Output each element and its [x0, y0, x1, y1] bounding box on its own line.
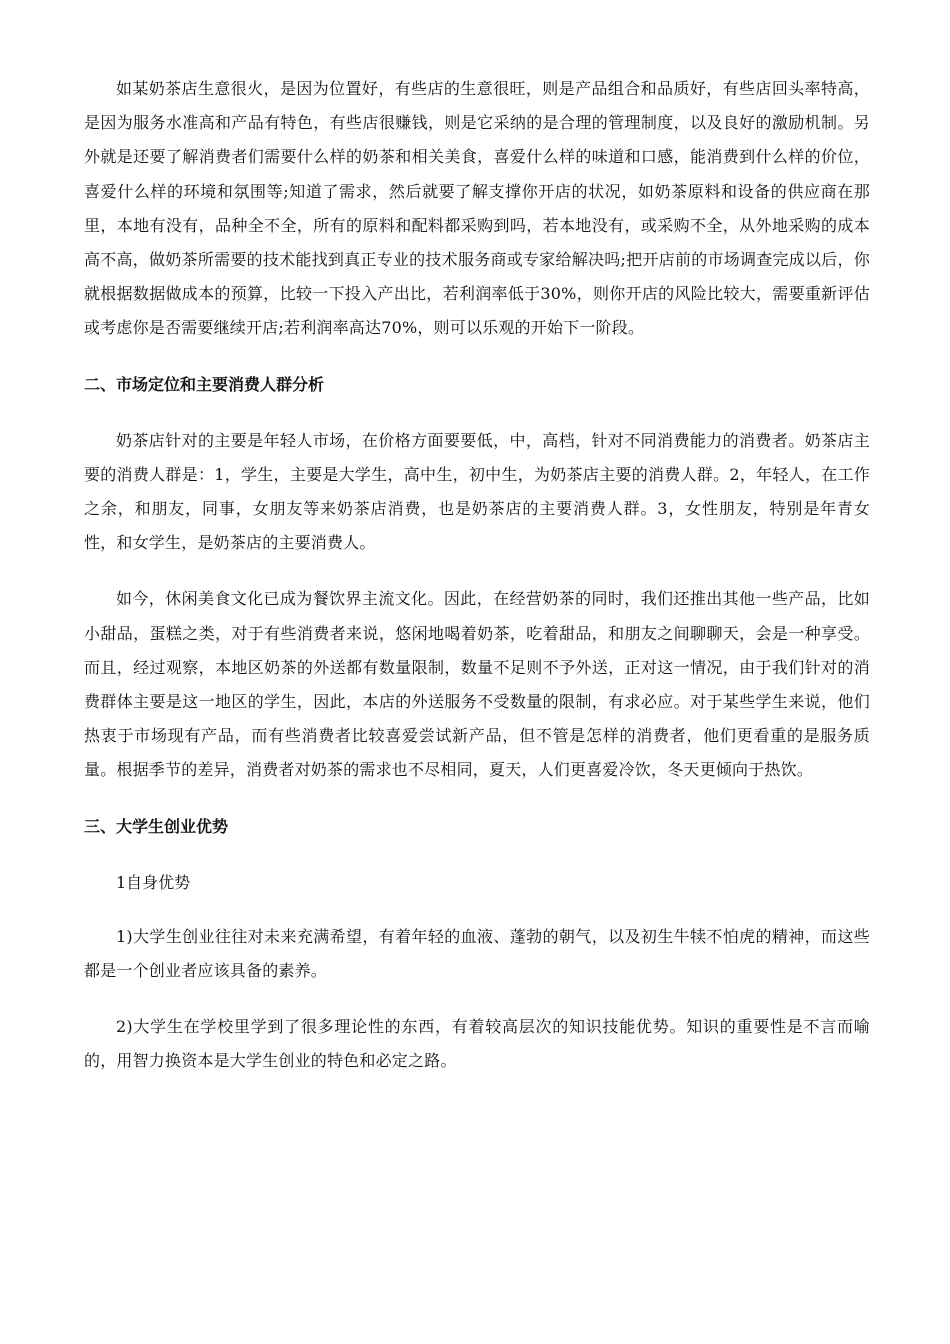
subheading-self-advantages: 1自身优势	[116, 872, 191, 892]
section-heading-market-positioning: 二、市场定位和主要消费人群分析	[84, 374, 325, 394]
paragraph-advantage-1: 1)大学生创业往往对未来充满希望，有着年轻的血液、蓬勃的朝气，以及初生牛犊不怕虎的精神，而这些都是一个创业者应该具备的素养。	[84, 926, 870, 980]
paragraph-leisure-food-culture: 如今，休闲美食文化已成为餐饮界主流文化。因此，在经营奶茶的同时，我们还推出其他一些产品，比如小甜品，蛋糕之类，对于有些消费者来说，悠闲地喝着奶茶，吃着甜品，和朋友之间聊聊天，会是一种享受。而且，经过观察，本地区奶茶的外送都有数量限制，数量不足则不予外送，正对这一情况，由于我们针对的消费群体主要是这一地区的学生，因此，本店的外送服务不受数量的限制，有求必应。对于某些学生来说，他们热衷于市场现有产品，而有些消费者比较喜爱尝试新产品，但不管是怎样的消费者，他们更看重的是服务质量。根据季节的差异，消费者对奶茶的需求也不尽相同，夏天，人们更喜爱冷饮，冬天更倾向于热饮。	[84, 589, 870, 780]
paragraph-target-consumers: 奶茶店针对的主要是年轻人市场，在价格方面要要低，中，高档，针对不同消费能力的消费者。奶茶店主要的消费人群是：1，学生，主要是大学生，高中生，初中生，为奶茶店主要的消费人群。2，年轻人，在工作之余，和朋友，同事，女朋友等来奶茶店消费，也是奶茶店的主要消费人群。3，女性朋友，特别是年青女性，和女学生，是奶茶店的主要消费人。	[84, 430, 870, 553]
document-page	[84, 72, 870, 1100]
paragraph-advantage-2: 2)大学生在学校里学到了很多理论性的东西，有着较高层次的知识技能优势。知识的重要性是不言而喻的，用智力换资本是大学生创业的特色和必定之路。	[84, 1017, 870, 1071]
paragraph-site-selection: 如某奶茶店生意很火，是因为位置好，有些店的生意很旺，则是产品组合和品质好，有些店回头率特高，是因为服务水准高和产品有特色，有些店很赚钱，则是它采纳的是合理的管理制度，以及良好的激励机制。另外就是还要了解消费者们需要什么样的奶茶和相关美食，喜爱什么样的味道和口感，能消费到什么样的价位，喜爱什么样的环境和氛围等;知道了需求，然后就要了解支撑你开店的状况，如奶茶原料和设备的供应商在那里，本地有没有，品种全不全，所有的原料和配料都采购到吗，若本地没有，或采购不全，从外地采购的成本高不高，做奶茶所需要的技术能找到真正专业的技术服务商或专家给解决吗;把开店前的市场调查完成以后，你就根据数据做成本的预算，比较一下投入产出比，若利润率低于30%，则你开店的风险比较大，需要重新评估或考虑你是否需要继续开店;若利润率高达70%，则可以乐观的开始下一阶段。	[84, 79, 870, 338]
section-heading-student-advantages: 三、大学生创业优势	[84, 816, 229, 836]
